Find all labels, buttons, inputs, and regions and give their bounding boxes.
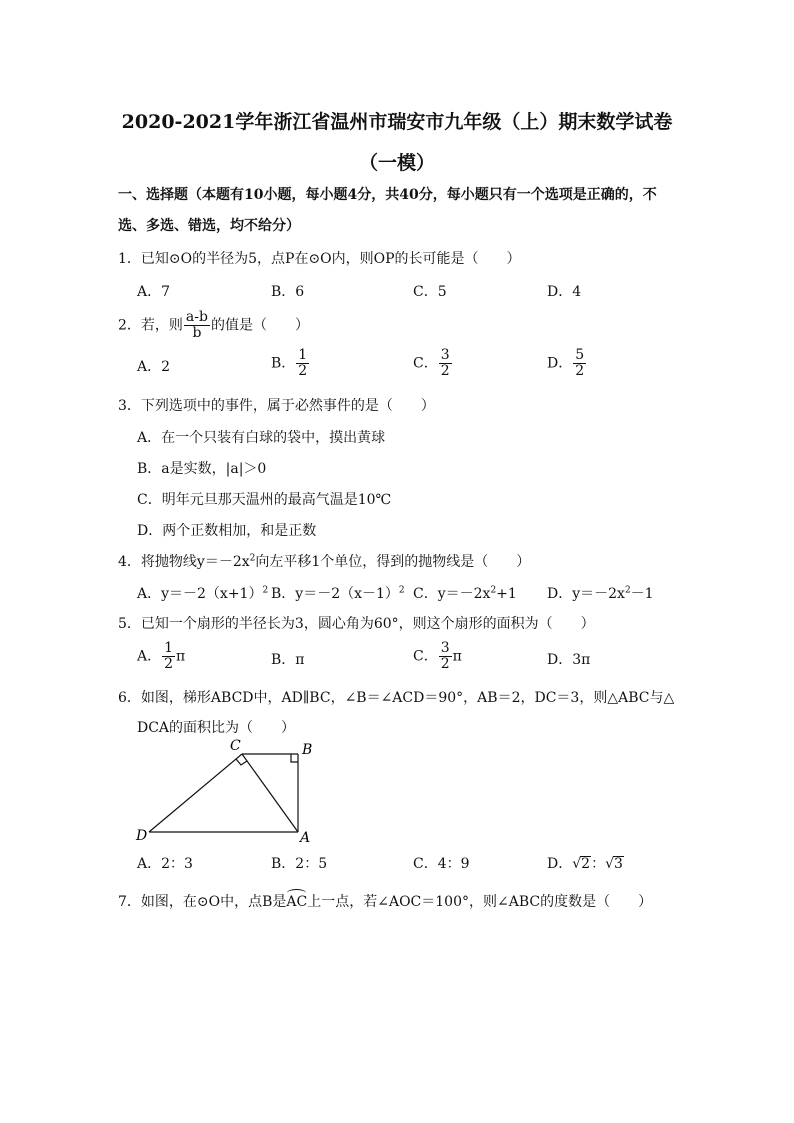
q2-prefix: 2．若，则 — [118, 317, 183, 334]
question-5: 5．已知一个扇形的半径长为3，圆心角为60°，则这个扇形的面积为（ ） — [118, 616, 595, 632]
q4-option-c: C．$y=-2x^2+1$ — [413, 585, 517, 602]
label-c: C — [230, 738, 241, 754]
q2-option-a: A．2 — [137, 359, 171, 375]
right-angle-c — [236, 759, 247, 765]
q4-option-b: B．$y=-2(x-1)^2$ — [271, 585, 405, 602]
q3-option-b: B．a是实数，|a|＞0 — [137, 461, 267, 477]
q3-option-d: D．两个正数相加，和是正数 — [137, 523, 317, 539]
sqrt-sign-icon: √ — [605, 856, 614, 872]
q4-option-a: A．$y=-2(x+1)^2$ — [137, 585, 269, 602]
q5-option-d: D．3π — [547, 652, 591, 668]
question-1: 1．已知⊙O的半径为5，点P在⊙O内，则OP的长可能是（ ） — [118, 251, 521, 267]
question-4: 4．将抛物线$y=-2x^2$向左平移1个单位，得到的抛物线是（ ） — [118, 553, 531, 570]
q6-option-b: B．2：5 — [271, 856, 328, 872]
question-6-line-1: 6．如图，梯形ABCD中，AD∥BC，∠B＝∠ACD＝90°，AB＝2，DC＝3，则△ABC与△ — [118, 690, 675, 706]
question-7: 7．如图，在⊙O中，点B是AC上一点，若∠AOC＝100°，则∠ABC的度数是（ ） — [118, 894, 653, 910]
q3-option-c: C．明年元旦那天温州的最高气温是10℃ — [137, 492, 392, 508]
segment-ca — [242, 754, 298, 832]
arc-ac: AC — [286, 894, 308, 910]
q2-option-b: B． $\frac{1}{2}$ — [271, 347, 308, 379]
label-d: D — [136, 828, 148, 844]
q2-frac-num: a-b — [185, 309, 208, 325]
q1-option-b: B．6 — [271, 284, 305, 300]
section-heading: 一、选择题（本题有10小题，每小题4分，共40分，每小题只有一个选项是正确的，不选、多选、错选，均不给分） — [118, 187, 657, 234]
segment-dc — [149, 754, 242, 832]
q3-option-a: A．在一个只装有白球的袋中，摸出黄球 — [137, 430, 386, 446]
q6-option-d: D．√2：√3 — [547, 856, 623, 872]
q2-option-d: D． $\frac{5}{2}$ — [547, 347, 585, 379]
right-angle-b — [291, 754, 298, 762]
label-b: B — [302, 742, 313, 758]
label-a: A — [300, 830, 311, 844]
exam-title: 2020-2021学年浙江省温州市瑞安市九年级（上）期末数学试卷 — [121, 111, 673, 133]
q1-option-a: A．7 — [137, 284, 171, 300]
q6-option-a: A．2：3 — [137, 856, 193, 872]
q2-frac-den: b — [192, 325, 202, 341]
q1-option-c: C．5 — [413, 284, 447, 300]
sqrt-sign-icon: √ — [572, 856, 582, 872]
question-2 — [118, 310, 309, 341]
q5-option-a: A． $\frac{1}{2}$ π — [137, 640, 186, 672]
q1-option-d: D．4 — [547, 284, 582, 300]
q4-option-d: D．$y=-2x^2-1$ — [547, 585, 654, 602]
question-3: 3．下列选项中的事件，属于必然事件的是（ ） — [118, 398, 435, 414]
q6-option-c: C．4：9 — [413, 856, 470, 872]
question-6-line-2: DCA的面积比为（ ） — [137, 720, 296, 736]
exam-subtitle: （一模） — [358, 152, 435, 174]
q2-fraction — [184, 310, 210, 341]
q2-suffix: 的值是（ ） — [210, 317, 309, 334]
q2-option-c: C． $\frac{3}{2}$ — [413, 347, 450, 379]
q5-option-b: B．π — [271, 652, 305, 668]
q5-option-c: C． $\frac{3}{2}$ π — [413, 640, 462, 672]
trapezoid-figure — [130, 738, 320, 844]
